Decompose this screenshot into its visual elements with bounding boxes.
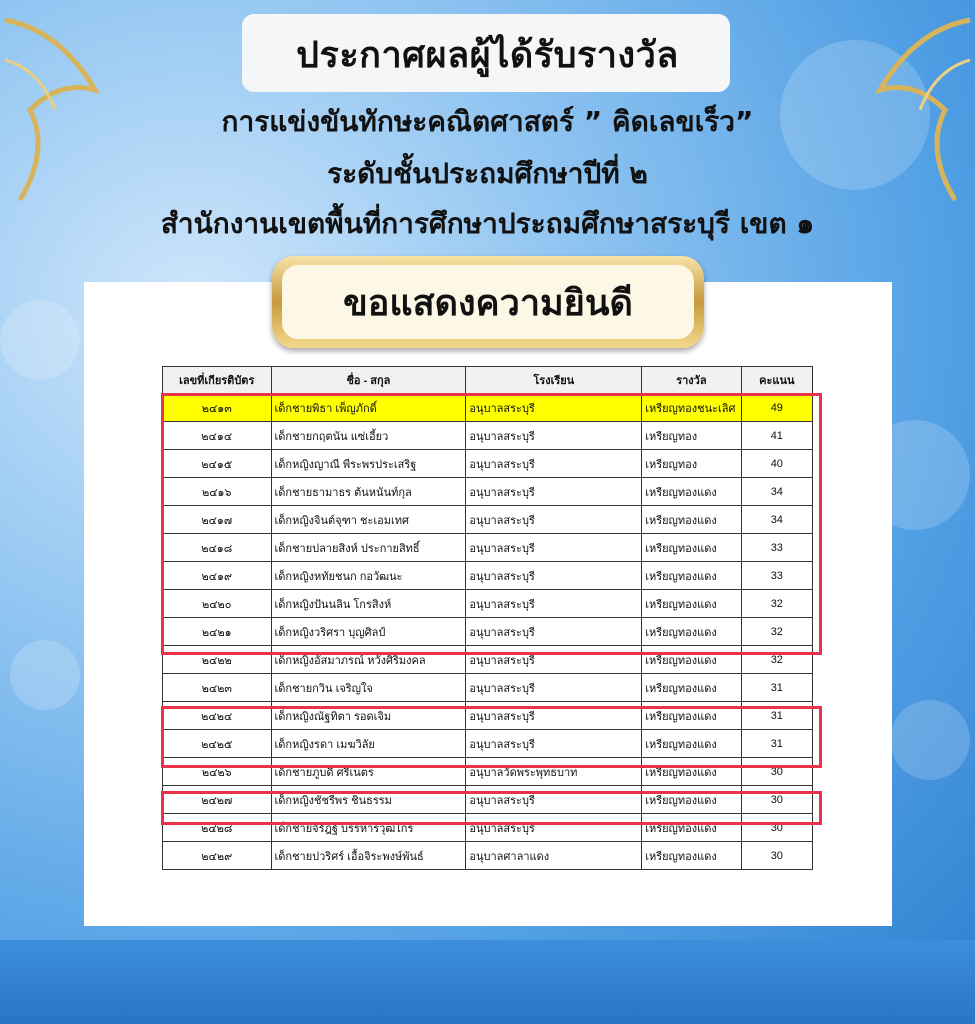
cert-number-cell: ๒๔๑๓ — [163, 394, 272, 422]
student-name-cell: เด็กหญิงจินต์จุฑา ชะเอมเทศ — [271, 506, 466, 534]
award-name-cell: เหรียญทองแดง — [642, 758, 741, 786]
school-name-cell: อนุบาลศาลาแดง — [466, 842, 642, 870]
score-cell: 49 — [741, 394, 812, 422]
competition-title: การแข่งขันทักษะคณิตศาสตร์ ” คิดเลขเร็ว” — [221, 105, 754, 138]
highlight-outline-group-2 — [161, 706, 822, 768]
page-title: ประกาศผลผู้ได้รับรางวัล — [296, 35, 679, 76]
cert-number-cell: ๒๔๑๗ — [163, 506, 272, 534]
school-name-cell: อนุบาลสระบุรี — [466, 618, 642, 646]
award-name-cell: เหรียญทองแดง — [642, 562, 741, 590]
student-name-cell: เด็กชายภูบดี ศรีเนตร — [271, 758, 466, 786]
bokeh-decoration — [0, 300, 80, 380]
score-cell: 31 — [741, 702, 812, 730]
award-name-cell: เหรียญทองแดง — [642, 534, 741, 562]
score-cell: 30 — [741, 758, 812, 786]
student-name-cell: เด็กชายพิธา เพ็ญภักดิ์ — [271, 394, 466, 422]
school-name-cell: อนุบาลสระบุรี — [466, 646, 642, 674]
award-name-cell: เหรียญทองแดง — [642, 618, 741, 646]
cert-number-cell: ๒๔๒๔ — [163, 702, 272, 730]
school-name-cell: อนุบาลสระบุรี — [466, 786, 642, 814]
award-name-cell: เหรียญทองแดง — [642, 814, 741, 842]
school-name-cell: อนุบาลสระบุรี — [466, 422, 642, 450]
score-cell: 30 — [741, 842, 812, 870]
student-name-cell: เด็กหญิงวริศรา บุญศิลป์ — [271, 618, 466, 646]
school-name-cell: อนุบาลสระบุรี — [466, 730, 642, 758]
cert-number-cell: ๒๔๑๖ — [163, 478, 272, 506]
award-name-cell: เหรียญทอง — [642, 422, 741, 450]
congrats-banner — [272, 256, 704, 348]
col-header-score: คะแนน — [741, 367, 812, 394]
grade-level: ระดับชั้นประถมศึกษาปีที่ ๒ — [327, 157, 648, 190]
score-cell: 31 — [741, 730, 812, 758]
highlight-outline-group-1 — [161, 393, 822, 655]
cert-number-cell: ๒๔๒๖ — [163, 758, 272, 786]
score-cell: 32 — [741, 590, 812, 618]
award-name-cell: เหรียญทองแดง — [642, 646, 741, 674]
award-name-cell: เหรียญทองแดง — [642, 842, 741, 870]
bottom-decoration — [0, 940, 975, 1024]
school-name-cell: อนุบาลสระบุรี — [466, 394, 642, 422]
table-row — [163, 674, 813, 702]
cert-number-cell: ๒๔๒๑ — [163, 618, 272, 646]
award-name-cell: เหรียญทองแดง — [642, 506, 741, 534]
student-name-cell: เด็กชายกฤตนัน แซ่เอี้ยว — [271, 422, 466, 450]
award-name-cell: เหรียญทองแดง — [642, 702, 741, 730]
student-name-cell: เด็กหญิงอัสมาภรณ์ หวังศิริมงคล — [271, 646, 466, 674]
office-name: สำนักงานเขตพื้นที่การศึกษาประถมศึกษาสระบุรี เขต ๑ — [160, 207, 815, 240]
score-cell: 41 — [741, 422, 812, 450]
cert-number-cell: ๒๔๑๔ — [163, 422, 272, 450]
student-name-cell: เด็กชายธามาธร ต้นหนันท์กุล — [271, 478, 466, 506]
student-name-cell: เด็กชายจิรัฎฐ์ บรรหารวุฒิไกร — [271, 814, 466, 842]
col-header-award: รางวัล — [642, 367, 741, 394]
cert-number-cell: ๒๔๒๕ — [163, 730, 272, 758]
bokeh-decoration — [890, 700, 970, 780]
school-name-cell: อนุบาลวัดพระพุทธบาท — [466, 758, 642, 786]
student-name-cell: เด็กชายปลายสิงห์ ประกายสิทธิ์ — [271, 534, 466, 562]
score-cell: 30 — [741, 786, 812, 814]
school-name-cell: อนุบาลสระบุรี — [466, 814, 642, 842]
school-name-cell: อนุบาลสระบุรี — [466, 506, 642, 534]
award-name-cell: เหรียญทองแดง — [642, 786, 741, 814]
score-cell: 34 — [741, 506, 812, 534]
student-name-cell: เด็กชายปวริศร์ เอื้อจิระพงษ์พันธ์ — [271, 842, 466, 870]
school-name-cell: อนุบาลสระบุรี — [466, 674, 642, 702]
award-name-cell: เหรียญทอง — [642, 450, 741, 478]
student-name-cell: เด็กหญิงปันนลิน โกรสิงห์ — [271, 590, 466, 618]
award-name-cell: เหรียญทองชนะเลิศ — [642, 394, 741, 422]
award-name-cell: เหรียญทองแดง — [642, 730, 741, 758]
congrats-text: ขอแสดงความยินดี — [282, 265, 694, 339]
col-header-cert-number: เลขที่เกียรติบัตร — [163, 367, 272, 394]
school-name-cell: อนุบาลสระบุรี — [466, 534, 642, 562]
cert-number-cell: ๒๔๑๙ — [163, 562, 272, 590]
col-header-name: ชื่อ - สกุล — [271, 367, 466, 394]
score-cell: 33 — [741, 562, 812, 590]
cert-number-cell: ๒๔๒๐ — [163, 590, 272, 618]
score-cell: 30 — [741, 814, 812, 842]
student-name-cell: เด็กหญิงรดา เมฆวิลัย — [271, 730, 466, 758]
table-row — [163, 842, 813, 870]
score-cell: 32 — [741, 646, 812, 674]
school-name-cell: อนุบาลสระบุรี — [466, 478, 642, 506]
table-header-row — [163, 367, 813, 394]
student-name-cell: เด็กหญิงหทัยชนก กอวัฒนะ — [271, 562, 466, 590]
school-name-cell: อนุบาลสระบุรี — [466, 590, 642, 618]
school-name-cell: อนุบาลสระบุรี — [466, 702, 642, 730]
score-cell: 34 — [741, 478, 812, 506]
award-name-cell: เหรียญทองแดง — [642, 674, 741, 702]
bokeh-decoration — [10, 640, 80, 710]
school-name-cell: อนุบาลสระบุรี — [466, 450, 642, 478]
cert-number-cell: ๒๔๒๗ — [163, 786, 272, 814]
cert-number-cell: ๒๔๒๒ — [163, 646, 272, 674]
student-name-cell: เด็กหญิงณัฐทิตา รอดเจิม — [271, 702, 466, 730]
score-cell: 40 — [741, 450, 812, 478]
cert-number-cell: ๒๔๑๘ — [163, 534, 272, 562]
award-name-cell: เหรียญทองแดง — [642, 478, 741, 506]
highlight-outline-group-3 — [161, 791, 822, 825]
cert-number-cell: ๒๔๒๘ — [163, 814, 272, 842]
student-name-cell: เด็กชายกวิน เจริญใจ — [271, 674, 466, 702]
col-header-school: โรงเรียน — [466, 367, 642, 394]
school-name-cell: อนุบาลสระบุรี — [466, 562, 642, 590]
student-name-cell: เด็กหญิงชัชรีพร ชินธรรม — [271, 786, 466, 814]
cert-number-cell: ๒๔๒๓ — [163, 674, 272, 702]
score-cell: 32 — [741, 618, 812, 646]
score-cell: 33 — [741, 534, 812, 562]
student-name-cell: เด็กหญิงญาณี พีระพรประเสริฐ — [271, 450, 466, 478]
score-cell: 31 — [741, 674, 812, 702]
cert-number-cell: ๒๔๒๙ — [163, 842, 272, 870]
cert-number-cell: ๒๔๑๕ — [163, 450, 272, 478]
award-name-cell: เหรียญทองแดง — [642, 590, 741, 618]
